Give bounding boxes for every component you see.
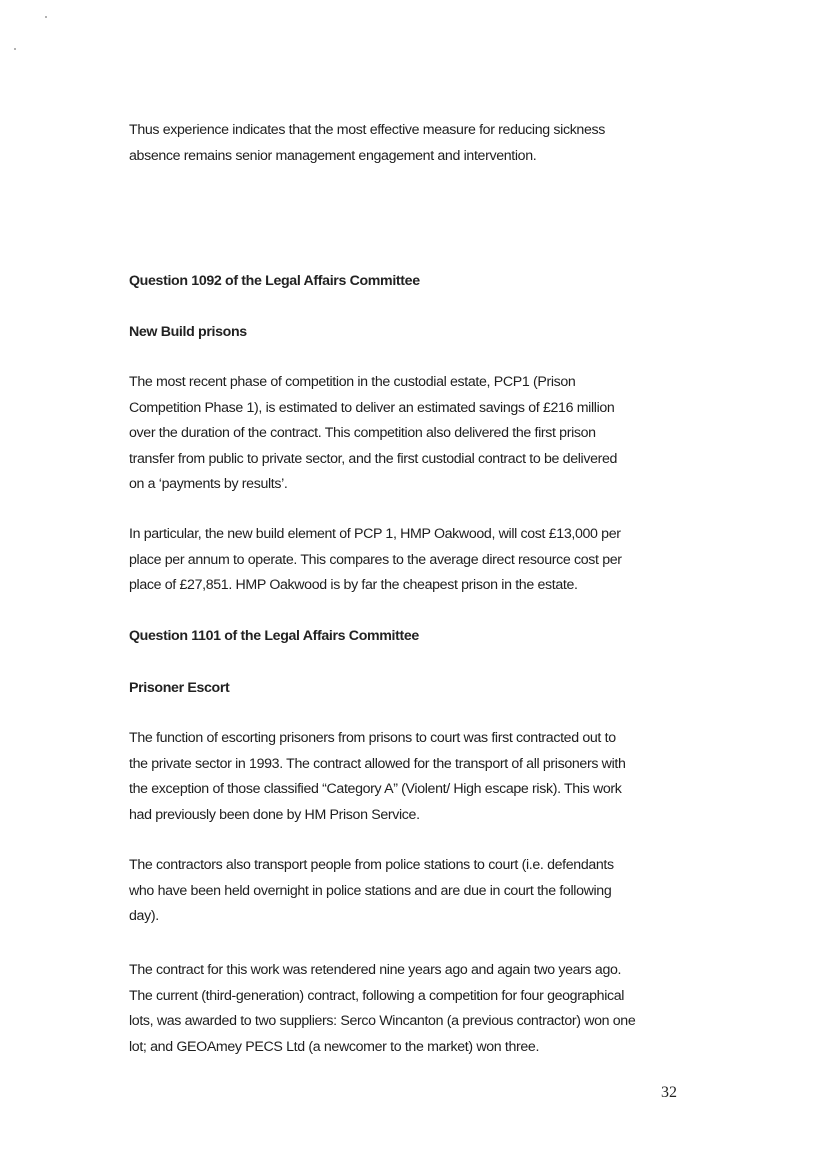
text-line: place of £27,851. HMP Oakwood is by far the cheapest prison in the estate.: [129, 577, 578, 593]
heading-question-1092: [129, 273, 689, 289]
paragraph-pcp1: [129, 370, 689, 498]
text-line: In particular, the new build element of PCP 1, HMP Oakwood, will cost £13,000 per: [129, 526, 621, 542]
text-line: the exception of those classified “Category A” (Violent/ High escape risk). This work: [129, 781, 622, 797]
paragraph-sickness-absence: [129, 118, 689, 169]
text-line: lot; and GEOAmey PECS Ltd (a newcomer to the market) won three.: [129, 1038, 540, 1055]
text-line: had previously been done by HM Prison Service.: [129, 806, 420, 823]
text-line: day).: [129, 908, 159, 924]
subsection-heading: Prisoner Escort: [129, 680, 230, 696]
page-number: 32: [661, 1084, 677, 1101]
paragraph-contract-retender: [129, 958, 689, 1060]
subsection-heading: New Build prisons: [129, 324, 247, 340]
text-line: over the duration of the contract. This competition also delivered the first prison: [129, 425, 596, 441]
text-line: The contractors also transport people from police stations to court (i.e. defendants: [129, 857, 614, 873]
section-heading: Question 1092 of the Legal Affairs Committee: [129, 273, 420, 289]
paragraph-police-stations: [129, 853, 689, 930]
text-line: Thus experience indicates that the most effective measure for reducing sickness: [129, 122, 605, 138]
text-line: The contract for this work was retendered nine years ago and again two years ago.: [129, 962, 622, 978]
heading-question-1101: [129, 628, 689, 644]
text-line: place per annum to operate. This compares to the average direct resource cost per: [129, 551, 622, 568]
scan-speck: [45, 16, 47, 18]
heading-prisoner-escort: [129, 680, 689, 696]
text-line: The function of escorting prisoners from prisons to court was first contracted out to: [129, 730, 616, 746]
text-line: absence remains senior management engagement and intervention.: [129, 147, 537, 164]
heading-new-build-prisons: [129, 324, 689, 340]
text-line: The current (third-generation) contract, following a competition for four geographical: [129, 987, 625, 1004]
text-line: the private sector in 1993. The contract allowed for the transport of all prisoners with: [129, 755, 626, 772]
text-line: who have been held overnight in police stations and are due in court the following: [129, 882, 612, 899]
section-heading: Question 1101 of the Legal Affairs Committee: [129, 628, 419, 644]
paragraph-hmp-oakwood: [129, 522, 689, 599]
text-line: Competition Phase 1), is estimated to deliver an estimated savings of £216 million: [129, 399, 615, 416]
paragraph-escort-history: [129, 726, 689, 828]
scan-speck: [14, 48, 16, 50]
text-line: The most recent phase of competition in the custodial estate, PCP1 (Prison: [129, 374, 576, 390]
text-line: lots, was awarded to two suppliers: Serco Wincanton (a previous contractor) won one: [129, 1013, 636, 1029]
text-line: transfer from public to private sector, and the first custodial contract to be delivered: [129, 450, 618, 467]
text-line: on a ‘payments by results’.: [129, 476, 288, 492]
